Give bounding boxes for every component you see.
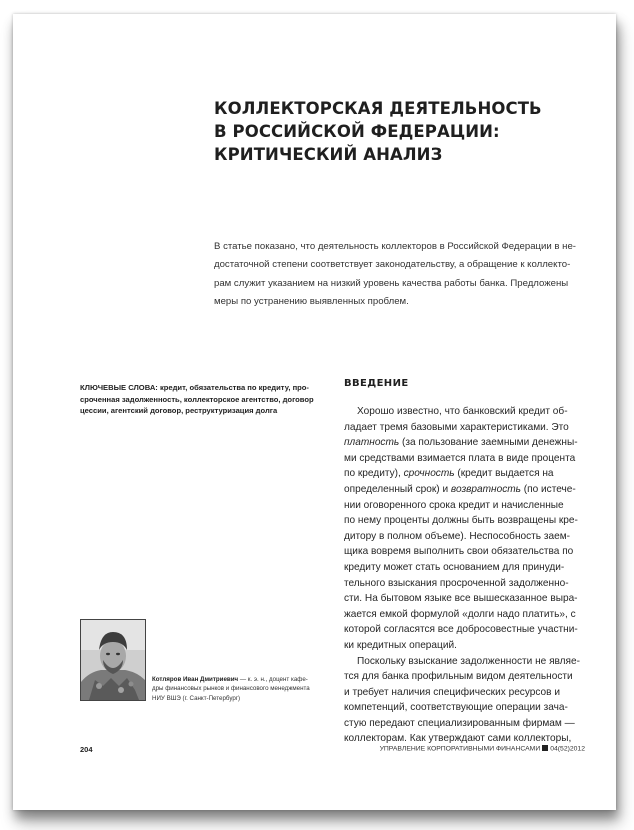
body-fragment: определенный срок) и bbox=[344, 483, 451, 495]
author-info bbox=[152, 675, 332, 703]
body-fragment: (за пользование заемными денежны- bbox=[399, 437, 578, 449]
author-name: Котляров Иван Дмитриевич bbox=[152, 676, 239, 683]
title-line: КРИТИЧЕСКИЙ АНАЛИЗ bbox=[214, 145, 443, 164]
body-fragment: (по истече- bbox=[520, 483, 576, 495]
body-line: коллекторам. Как утверждают сами коллекторы, bbox=[344, 733, 572, 745]
body-fragment: по кредиту), bbox=[344, 468, 404, 480]
abstract-line: В статье показано, что деятельность коллекторов в Российской Федерации в не- bbox=[214, 241, 576, 252]
body-line: нии оговоренного срока кредит и начисленные bbox=[344, 499, 564, 511]
term-italic: платность bbox=[344, 437, 400, 449]
body-line: и требует наличия специфических ресурсов и bbox=[344, 686, 560, 698]
abstract-line: достаточной степени соответствует законодательству, а обращение к коллекто- bbox=[214, 259, 571, 271]
journal-issue: 04(52)2012 bbox=[550, 745, 585, 753]
abstract-line: рам служит указанием на низкий уровень качества работы банка. Предложены bbox=[214, 277, 569, 289]
body-line: Хорошо известно, что банковский кредит об- bbox=[357, 406, 568, 417]
body-line: дитору в полном объеме). Неспособность заем- bbox=[344, 530, 571, 542]
body-line: ладает тремя базовыми характеристиками. Это bbox=[344, 421, 569, 433]
body-line: кредиту может стать основанием для принуди- bbox=[344, 561, 565, 573]
body-line: которой согласятся все добросовестные участни- bbox=[344, 624, 578, 636]
body-line: Поскольку взыскание задолженности не являе- bbox=[357, 655, 580, 667]
article-title bbox=[214, 97, 574, 166]
author-photo bbox=[80, 619, 146, 701]
body-line bbox=[344, 435, 590, 451]
keywords-line: КЛЮЧЕВЫЕ СЛОВА: кредит, обязательства по кредиту, про- bbox=[80, 383, 309, 392]
section-heading: ВВЕДЕНИЕ bbox=[344, 378, 409, 389]
author-line: НИУ ВШЭ (г. Санкт-Петербург) bbox=[152, 694, 241, 702]
body-line: тся для банка профильным видом деятельности bbox=[344, 671, 573, 683]
keywords-line: сроченная задолженность, коллекторское агентство, договор bbox=[80, 394, 314, 404]
body-line: ки кредитных операций. bbox=[344, 639, 457, 651]
body-line: щика вовремя выполнить свои обязательства по bbox=[344, 546, 574, 558]
author-desc: — к. э. н., доцент кафе- bbox=[238, 676, 308, 683]
body-line: ми средствами взимается плата в виде процента bbox=[344, 452, 576, 464]
journal-name: УПРАВЛЕНИЕ КОРПОРАТИВНЫМИ ФИНАНСАМИ bbox=[379, 745, 541, 753]
term-italic: срочность bbox=[403, 468, 455, 480]
body-line: по нему проценты должны быть возвращены кре- bbox=[344, 515, 578, 527]
body-fragment: (кредит выдается на bbox=[454, 468, 554, 480]
body-line: стую передают специализированным фирмам — bbox=[344, 717, 575, 729]
body-line: тельного взыскания просроченной задолженно- bbox=[344, 577, 569, 589]
body-text bbox=[344, 404, 590, 747]
title-line: В РОССИЙСКОЙ ФЕДЕРАЦИИ: bbox=[214, 122, 500, 141]
body-line: компетенций, соответствующие операции зача- bbox=[344, 702, 568, 714]
term-italic: возвратность bbox=[450, 483, 521, 495]
page-number: 204 bbox=[80, 745, 93, 754]
journal-footer bbox=[380, 745, 585, 753]
keywords-line: цессии, агентский договор, реструктуризация долга bbox=[80, 406, 278, 416]
author-line: дры финансовых рынков и финансового менеджмента bbox=[152, 685, 310, 693]
body-line bbox=[344, 466, 590, 482]
square-bullet-icon bbox=[542, 745, 548, 751]
body-line bbox=[344, 482, 590, 498]
author-portrait-image bbox=[81, 620, 145, 700]
author-line bbox=[152, 675, 332, 684]
title-line: КОЛЛЕКТОРСКАЯ ДЕЯТЕЛЬНОСТЬ bbox=[214, 99, 542, 118]
body-line: сти. На бытовом языке все вышесказанное выра- bbox=[344, 593, 578, 605]
keywords-block bbox=[80, 382, 318, 417]
abstract-line: меры по устранению выявленных проблем. bbox=[214, 296, 409, 308]
article-abstract bbox=[214, 238, 586, 312]
body-line: жается емкой формулой «долги надо платить», с bbox=[344, 608, 576, 620]
